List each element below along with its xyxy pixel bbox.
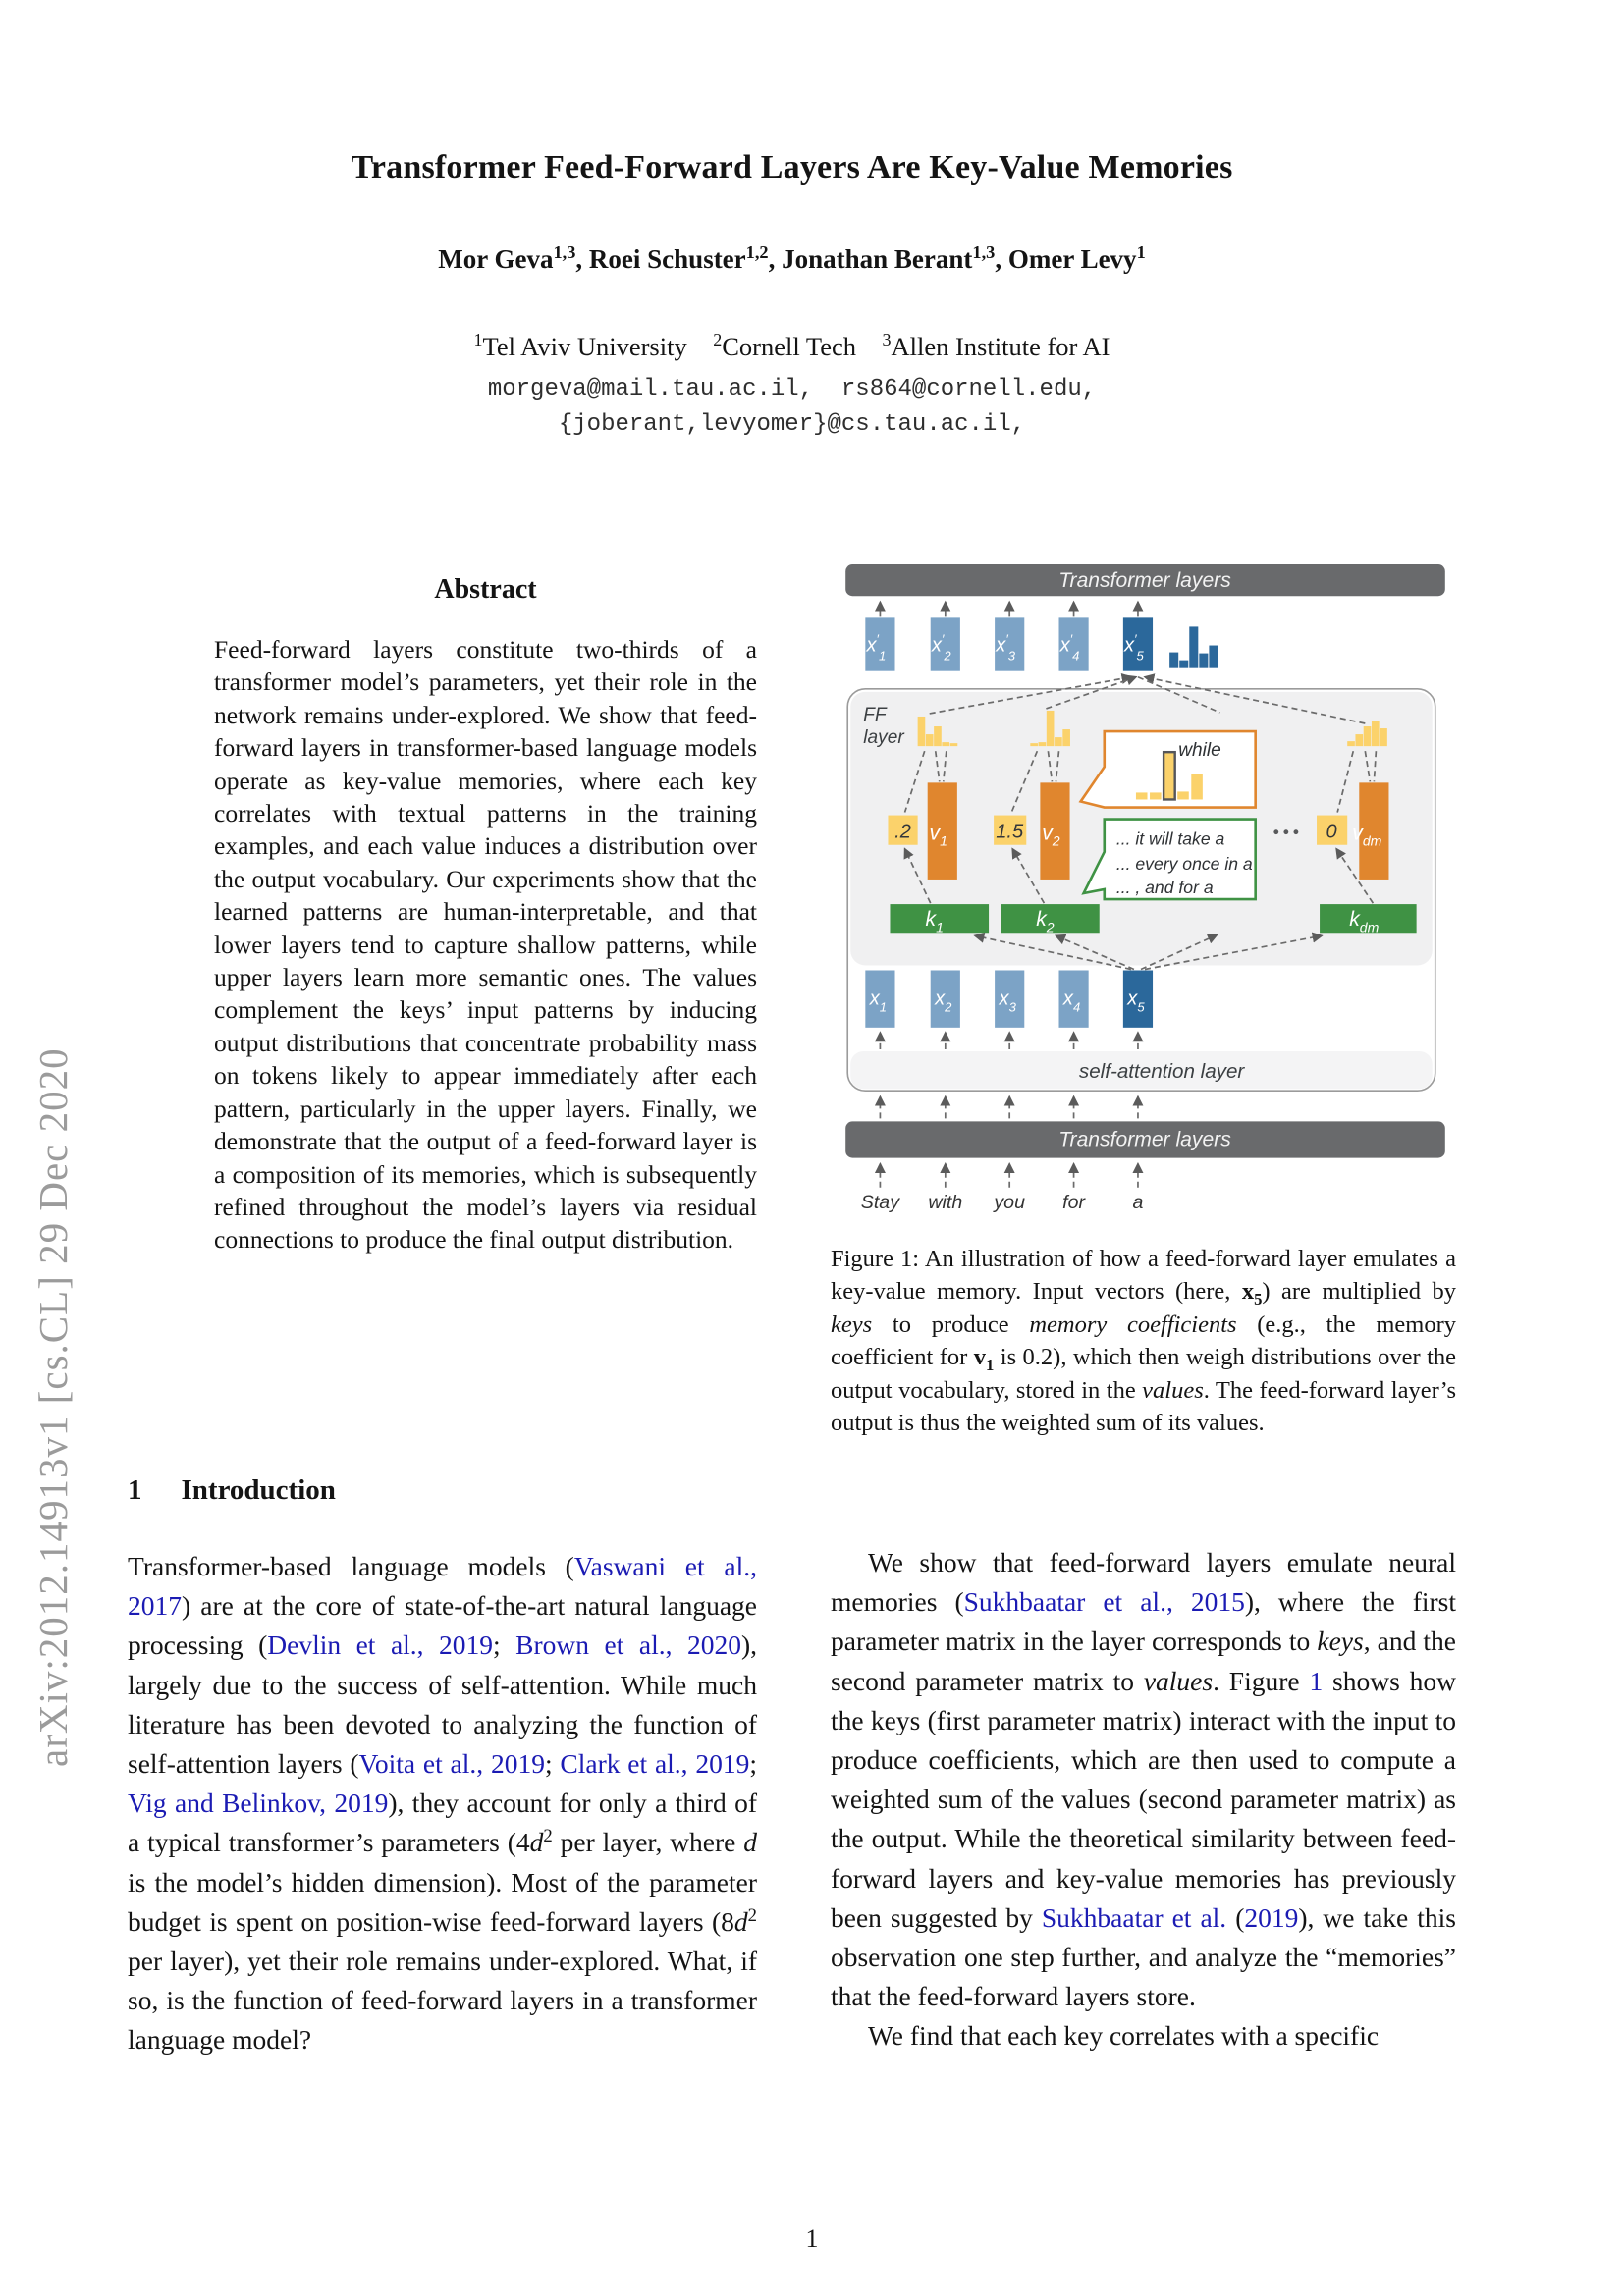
- text-segment: Allen Institute for AI: [891, 332, 1110, 361]
- histogram-bar: [1039, 742, 1047, 746]
- citation-link[interactable]: Vig and Belinkov, 2019: [128, 1788, 389, 1819]
- text-segment: 1,3: [972, 242, 996, 262]
- email-line-1: morgeva@mail.tau.ac.il, rs864@cornell.edu,: [487, 376, 1097, 402]
- value-vdm-label: $v_{dm}$: [1352, 822, 1382, 849]
- histogram-bar: [1347, 741, 1355, 746]
- text-segment: 2: [543, 1826, 553, 1847]
- text-segment: 1,3: [553, 242, 576, 262]
- abstract-text: Feed-forward layers constitute two-thirds of a transformer model’s parameters, yet their role in the network remains under-explored. We show that feed-forward layers in transformer-based language models operate as key-value memories, where each key correlates with textual patterns in the training examples, and each value induces a distribution over the output vocabulary. Our experiments show that the learned patterns are human-interpretable, and that lower layers tend to capture shallow patterns, while upper layers learn more semantic ones. The values complement the keys’ input patterns by inducing output distributions that concentrate probability mass on tokens likely to appear immediately after each pattern, particularly in the upper layers. Finally, we demonstrate that the output of a feed-forward layer is a composition of its memories, which is subsequently refined throughout the model’s layers via residual connections to produce the final output distribution.: [214, 635, 757, 1255]
- vector-x4-label: $x_4$: [1062, 988, 1081, 1015]
- text-segment: ), we take this observation one step further, and analyze the “memories” that the feed-forward layers store.: [831, 1901, 1457, 2012]
- text-segment: is 0.2), which then weigh distributions over the output vocabulary, stored in the: [831, 1344, 1456, 1404]
- arrows-xprime-to-top-bar: [880, 602, 1138, 616]
- token-with: with: [928, 1191, 963, 1213]
- citation-link[interactable]: Devlin et al., 2019: [267, 1629, 494, 1661]
- section-heading-introduction: [128, 1474, 336, 1507]
- citation-link[interactable]: Clark et al., 2019: [560, 1748, 750, 1780]
- token-to-bar-arrows: [880, 1164, 1138, 1188]
- text-segment: keys: [831, 1310, 873, 1338]
- key-k2-label: $k_2$: [1036, 908, 1055, 935]
- right-paragraph-2: [831, 2016, 1456, 2056]
- pattern-line-1: ... it will take a: [1115, 828, 1225, 849]
- histogram-bar: [1030, 743, 1038, 746]
- histogram-bar: [1047, 711, 1055, 746]
- histogram-bar: [942, 742, 949, 746]
- patterns-speech-bubble: [1084, 820, 1256, 899]
- text-segment: memory coefficients: [1029, 1310, 1237, 1338]
- introduction-paragraph: [128, 1547, 757, 2060]
- text-segment: per layer), yet their role remains under-explored. What, if so, is the function of feed-forward layers in a transformer language model?: [128, 1946, 757, 2056]
- histogram-bar: [1372, 721, 1380, 746]
- citation-link[interactable]: Brown et al., 2020: [515, 1629, 741, 1661]
- figure-1-diagram: [831, 556, 1458, 1222]
- text-segment: Transformer-based language models (: [128, 1551, 574, 1581]
- while-speech-bubble: [1081, 731, 1256, 807]
- histogram-bar: [934, 726, 942, 746]
- text-segment: is the model’s hidden dimension). Most of the parameter budget is spent on position-wise feed-forward layers (8: [128, 1866, 757, 1937]
- text-segment: ;: [749, 1748, 758, 1780]
- text-segment: 5: [1254, 1290, 1263, 1309]
- bottom-bar-to-container-arrows: [880, 1096, 1138, 1118]
- histogram-bar: [1199, 654, 1208, 668]
- histogram-bar: [1191, 774, 1203, 799]
- text-segment: ,: [768, 244, 783, 274]
- abstract-heading: Abstract: [434, 574, 537, 605]
- emails-block: [128, 372, 1456, 443]
- right-paragraph-1: [831, 1543, 1456, 2016]
- text-segment: Tel Aviv University: [482, 332, 714, 361]
- vector-x3-prime-label: $x'_3$: [996, 631, 1016, 664]
- ff-layer-label-line2: layer: [863, 727, 904, 749]
- text-segment: . The feed-forward layer’s output is thus the weighted sum of its values.: [831, 1376, 1456, 1437]
- text-segment: Cornell Tech: [722, 332, 883, 361]
- text-segment: 2: [747, 1904, 757, 1926]
- text-segment: d: [733, 1905, 748, 1937]
- text-segment: shows how the keys (first parameter matrix) interact with the input to produce coefficients, which are then used to compute a weighted sum of the values (second parameter matrix) as the output. While the theoretical similarity between feed-forward layers and key-value memories has previously been suggested by: [831, 1665, 1456, 1933]
- vector-x5-label: $x_5$: [1127, 988, 1145, 1015]
- arxiv-watermark: arXiv:2012.14913v1 [cs.CL] 29 Dec 2020: [30, 1047, 76, 1767]
- text-segment: 1: [1136, 242, 1146, 262]
- text-segment: 1: [986, 1356, 995, 1375]
- text-segment: ), where the first parameter matrix in the layer corresponds to: [831, 1586, 1457, 1657]
- text-segment: ;: [493, 1629, 516, 1661]
- histogram-bar: [926, 734, 934, 746]
- histogram-bar: [1177, 791, 1189, 799]
- vector-x1-label: $x_1$: [869, 988, 888, 1015]
- token-stay: Stay: [860, 1191, 900, 1213]
- pattern-line-2: ... every once in a: [1115, 853, 1253, 874]
- text-segment: . Figure: [1213, 1665, 1310, 1696]
- text-segment: ) are at the core of state-of-the-art natural language processing (: [128, 1590, 757, 1661]
- text-segment: Mor Geva: [438, 244, 554, 274]
- text-segment: per layer, where: [552, 1827, 744, 1858]
- token-you: you: [994, 1191, 1026, 1213]
- pattern-line-3: ... , and for a: [1115, 878, 1214, 898]
- histogram-bar: [1364, 726, 1372, 746]
- token-a: a: [1132, 1191, 1144, 1213]
- citation-link[interactable]: 1: [1309, 1665, 1324, 1696]
- right-column-text: [831, 1543, 1456, 2056]
- text-segment: Jonathan Berant: [782, 244, 973, 274]
- text-segment: We show that feed-forward layers emulate neural memories (: [831, 1547, 1456, 1618]
- figure-1-caption: [831, 1243, 1456, 1439]
- histogram-bar: [1189, 626, 1198, 667]
- citation-link[interactable]: 2019: [1244, 1901, 1299, 1933]
- histogram-bar: [1150, 792, 1162, 799]
- text-segment: 1,2: [745, 242, 769, 262]
- value-vdm-box: [1359, 782, 1388, 880]
- text-segment: We find that each key correlates with a specific: [868, 2020, 1380, 2052]
- section-number: 1: [128, 1474, 142, 1506]
- coefficient-1-value: .2: [894, 821, 911, 843]
- text-segment: Roei Schuster: [588, 244, 746, 274]
- histogram-bar: [1164, 752, 1175, 799]
- text-segment: , and the second parameter matrix to: [831, 1626, 1456, 1696]
- histogram-bar: [1209, 646, 1218, 668]
- coefficient-dm-value: 0: [1326, 821, 1337, 843]
- histogram-bar: [1055, 737, 1062, 746]
- bottom-transformer-bar-label: Transformer layers: [1058, 1128, 1231, 1151]
- vector-x4-prime-label: $x'_4$: [1059, 631, 1080, 664]
- text-segment: to produce: [872, 1310, 1030, 1338]
- affiliations-line: [128, 332, 1456, 362]
- histogram-bar: [1355, 734, 1363, 746]
- histogram-bar: [1136, 792, 1148, 799]
- input-tokens: [861, 1192, 1144, 1213]
- email-line-2: {joberant,levyomer}@cs.tau.ac.il,: [558, 411, 1026, 438]
- citation-link[interactable]: Sukhbaatar et al., 2015: [963, 1586, 1245, 1618]
- text-segment: values: [1143, 1665, 1214, 1696]
- section-title: Introduction: [181, 1474, 336, 1506]
- text-segment: values: [1142, 1376, 1204, 1404]
- figure-1: [831, 556, 1458, 1219]
- histogram-bar: [1380, 728, 1387, 746]
- text-segment: ) are multiplied by: [1262, 1278, 1456, 1306]
- vector-x2-label: $x_2$: [935, 988, 952, 1015]
- text-segment: keys: [1317, 1626, 1364, 1657]
- output-vector-row: [865, 617, 1153, 670]
- citation-link[interactable]: Vaswani et al., 2017: [128, 1551, 757, 1622]
- text-segment: ,: [575, 244, 589, 274]
- key-k1-label: $k_1$: [925, 908, 944, 935]
- text-segment: d: [743, 1827, 757, 1858]
- text-segment: x: [1241, 1278, 1255, 1306]
- text-segment: (: [1226, 1901, 1245, 1933]
- text-segment: d: [529, 1827, 544, 1858]
- text-segment: ), they account for only a third of a typical transformer’s parameters (4: [128, 1788, 757, 1858]
- key-kdm-label: $k_{dm}$: [1349, 908, 1380, 935]
- histogram-bar: [950, 743, 958, 746]
- vector-x3-label: $x_3$: [999, 988, 1016, 1015]
- text-segment: v: [973, 1344, 986, 1371]
- text-segment: Figure 1: An illustration of how a feed-forward layer emulates a key-value memory. Input vectors (here,: [831, 1246, 1456, 1306]
- histogram-bar: [918, 717, 926, 746]
- coefficient-2-value: 1.5: [996, 821, 1024, 843]
- text-segment: 1: [473, 330, 483, 350]
- histogram-bar: [1062, 729, 1070, 746]
- vector-x5-prime-label: $x'_5$: [1124, 631, 1144, 664]
- value-v2-label: $v_2$: [1042, 822, 1060, 849]
- text-segment: ), largely due to the success of self-attention. While much literature has been devoted to analyzing the function of self-attention layers (: [128, 1629, 757, 1780]
- histogram-bar: [1169, 653, 1178, 668]
- while-label: while: [1178, 740, 1221, 762]
- citation-link[interactable]: Voita et al., 2019: [358, 1748, 545, 1780]
- top-transformer-bar-label: Transformer layers: [1058, 569, 1231, 593]
- vector-x1-prime-label: $x'_1$: [866, 631, 887, 664]
- value-v1-label: $v_1$: [929, 822, 947, 849]
- page-number: 1: [805, 2224, 819, 2253]
- text-segment: 3: [882, 330, 892, 350]
- ff-layer-label-line1: FF: [863, 704, 887, 725]
- text-segment: Omer Levy: [1007, 244, 1137, 274]
- authors-line: [128, 244, 1456, 275]
- vector-x2-prime-label: $x'_2$: [931, 631, 951, 664]
- text-segment: ,: [995, 244, 1008, 274]
- output-distribution-histogram: [1169, 626, 1218, 667]
- text-segment: (e.g., the memory coefficient for: [831, 1310, 1456, 1371]
- histogram-bar: [1179, 661, 1188, 668]
- self-attention-label: self-attention layer: [1078, 1060, 1245, 1084]
- citation-link[interactable]: Sukhbaatar et al.: [1041, 1901, 1227, 1933]
- text-segment: 2: [713, 330, 723, 350]
- text-segment: ;: [544, 1748, 561, 1780]
- page-title: Transformer Feed-Forward Layers Are Key-Value Memories: [351, 149, 1233, 186]
- ellipsis-dots: [1273, 829, 1298, 834]
- token-for: for: [1062, 1191, 1086, 1213]
